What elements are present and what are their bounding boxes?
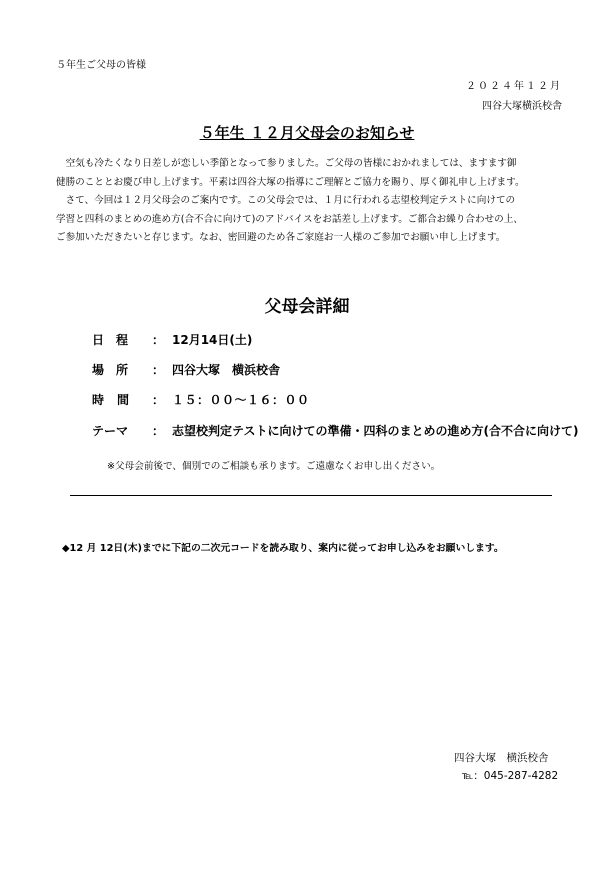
theme-separator: ： xyxy=(152,424,165,438)
consultation-note: ※父母会前後で、個別でのご相談も承ります。ご遠慮なくお申し出ください。 xyxy=(107,461,441,472)
body-line: さて、今回は１２月父母会のご案内です。この父母会では、１月に行われる志望校判定テストに向けての xyxy=(56,195,516,207)
body-line: 学習と四科のまとめの進め方(合不合に向けて)のアドバイスをお話差し上げます。ご都合お繰り合わせの上、 xyxy=(56,213,523,225)
time-separator: ： xyxy=(152,393,165,407)
date-value: 12月14日(土) xyxy=(172,333,253,347)
document-title: ５年生 １２月父母会のお知らせ xyxy=(199,124,415,142)
detail-row-theme xyxy=(92,422,579,439)
place-label: 場 所 xyxy=(92,363,129,377)
footer-school: 四谷大塚 横浜校舎 xyxy=(454,752,549,764)
detail-row-place xyxy=(92,361,280,378)
sender-school: 四谷大塚横浜校舎 xyxy=(482,101,562,112)
place-separator: ： xyxy=(152,363,165,377)
body-line: 健勝のこととお慶び申し上げます。平素は四谷大塚の指導にご理解とご協力を賜り、厚く御礼申し上げます。 xyxy=(56,176,525,188)
date-separator: ： xyxy=(152,333,165,347)
body-line: ご参加いただきたいと存じます。なお、密回避のため各ご家庭お一人様のご参加でお願い申し上げます。 xyxy=(56,232,506,244)
time-value: １５：００〜１６：００ xyxy=(172,393,310,407)
detail-row-time xyxy=(92,391,310,408)
theme-label: テーマ xyxy=(92,424,129,438)
divider-line xyxy=(70,495,552,496)
issue-date: ２０２４年１２月 xyxy=(466,81,562,92)
theme-value: 志望校判定テストに向けての準備・四科のまとめの進め方(合不合に向けて) xyxy=(172,424,579,438)
details-heading: 父母会詳細 xyxy=(264,297,350,317)
detail-row-date xyxy=(92,331,252,348)
footer-tel: ℡：045-287-4282 xyxy=(462,770,559,782)
place-value: 四谷大塚 横浜校舎 xyxy=(172,363,281,377)
date-label: 日 程 xyxy=(92,333,129,347)
application-instruction: ◆12 月 12日(木)までに下記の二次元コードを読み取り、案内に従ってお申し込みをお願いします。 xyxy=(62,543,504,554)
addressee-line: ５年生ご父母の皆様 xyxy=(56,60,146,71)
body-line: 空気も冷たくなり日差しが恋しい季節となって参りました。ご父母の皆様におかれましては、ますます御 xyxy=(56,158,517,169)
body-paragraphs xyxy=(56,155,566,248)
time-label: 時 間 xyxy=(92,393,130,407)
